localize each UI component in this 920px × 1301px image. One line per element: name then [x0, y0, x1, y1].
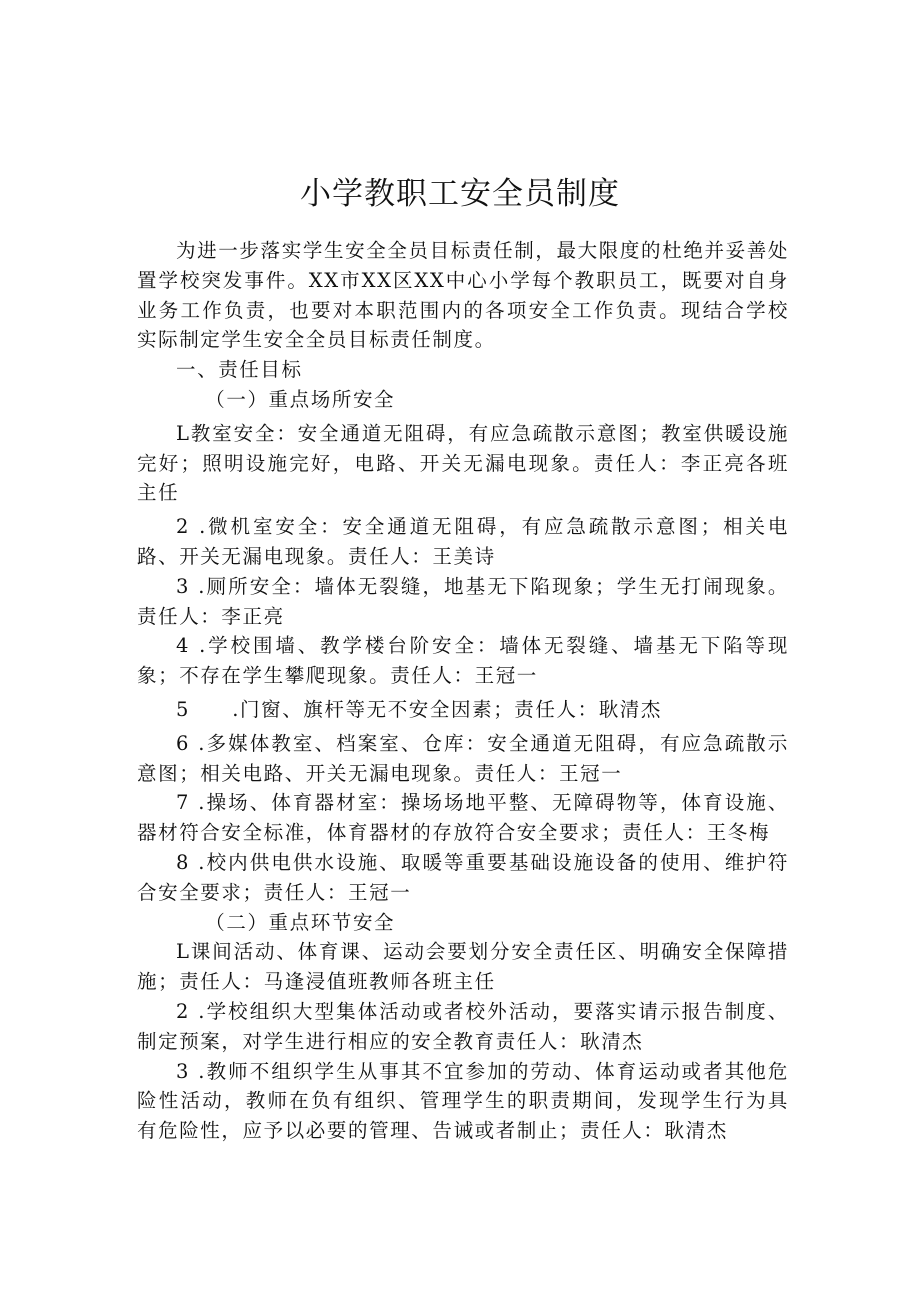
list-item: 7 .操场、体育器材室：操场场地平整、无障碍物等，体育设施、器材符合安全标准，体育器材的存放符合安全要求；责任人：王冬梅 — [137, 791, 789, 845]
list-item: 2 .学校组织大型集体活动或者校外活动，要落实请示报告制度、制定预案，对学生进行相应的安全教育责任人：耿清杰 — [137, 999, 789, 1053]
subsection-heading: （一）重点场所安全 — [205, 387, 396, 411]
list-item: L教室安全：安全通道无阻碍，有应急疏散示意图；教室供暖设施完好；照明设施完好，电路、开关无漏电现象。责任人：李正亮各班主任 — [137, 421, 789, 505]
list-item: L课间活动、体育课、运动会要划分安全责任区、明确安全保障措施；责任人：马逢浸值班教师各班主任 — [137, 940, 789, 994]
list-item: 5 .门窗、旗杆等无不安全因素；责任人：耿清杰 — [176, 697, 663, 721]
list-item: 3 .教师不组织学生从事其不宜参加的劳动、体育运动或者其他危险性活动，教师在负有组织、管理学生的职责期间，发现学生行为具有危险性，应予以必要的管理、告诫或者制止；责任人：耿清杰 — [137, 1059, 789, 1143]
list-item: 8 .校内供电供水设施、取暖等重要基础设施设备的使用、维护符合安全要求；责任人：王冠一 — [137, 850, 789, 904]
list-item: 3 .厕所安全：墙体无裂缝，地基无下陷现象；学生无打闹现象。责任人：李正亮 — [137, 574, 789, 628]
intro-paragraph: 为进一步落实学生安全全员目标责任制，最大限度的杜绝并妥善处置学校突发事件。XX市XX区XX中心小学每个教职员工，既要对自身业务工作负责，也要对本职范围内的各项安全工作负责。现结合学校实际制定学生安全全员目标责任制度。 — [137, 239, 789, 352]
list-item: 6 .多媒体教室、档案室、仓库：安全通道无阻碍，有应急疏散示意图；相关电路、开关无漏电现象。责任人：王冠一 — [137, 731, 789, 785]
section-heading: 一、责任目标 — [176, 358, 303, 382]
document-body — [137, 236, 789, 1146]
list-item: 2 .微机室安全：安全通道无阻碍，有应急疏散示意图；相关电路、开关无漏电现象。责任人：王美诗 — [137, 515, 789, 568]
subsection-heading: （二）重点环节安全 — [205, 910, 396, 934]
list-item: 4 .学校围墙、教学楼台阶安全：墙体无裂缝、墙基无下陷等现象；不存在学生攀爬现象。责任人：王冠一 — [137, 634, 789, 688]
document-title: 小学教职工安全员制度 — [300, 176, 620, 212]
